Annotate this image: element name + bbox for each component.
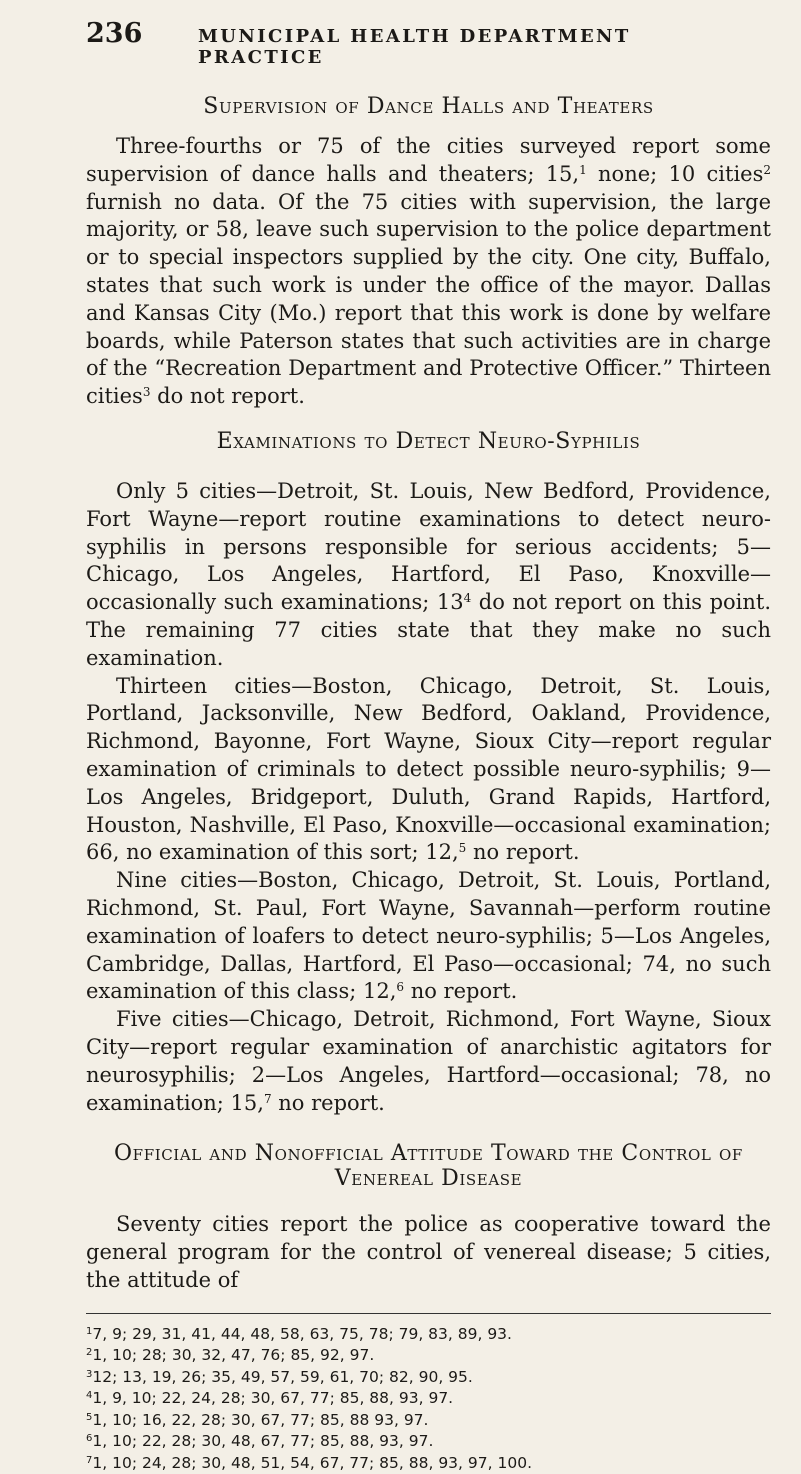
footnote-ref: 4 [463, 591, 472, 606]
footnote-ref: 2 [763, 162, 771, 177]
footnote: $^3$12; 13, 19, 26; 35, 49, 57, 59, 61, 70; 82, 90, 95. [86, 1367, 473, 1386]
paragraph: Five cities—Chicago, Detroit, Richmond, Fort Wayne, Sioux City—report regular examination of anarchistic agitators for neurosyphilis; 2—Los Angeles, Hartford—occasional; 78, no examination; 15,$^7$ no report. [86, 1007, 771, 1115]
footnote: $^1$7, 9; 29, 31, 41, 44, 48, 58, 63, 75, 78; 79, 83, 89, 93. [86, 1324, 512, 1343]
running-head [86, 18, 765, 68]
paragraph: Seventy cities report the police as cooperative toward the general program for the control of venereal disease; 5 cities, the attitude of [86, 1212, 771, 1292]
section-heading-supervision: Supervision of Dance Halls and Theaters [203, 94, 654, 119]
paragraph: Nine cities—Boston, Chicago, Detroit, St. Louis, Portland, Richmond, St. Paul, Fort Wayne, Savannah—perform routine examination of loafers to detect neuro-syphilis; 5—Los Angeles, Cambridge, Dallas, Hartford, El Paso—occasional; 74, no such examination of this class; 12,$^6$ no report. [86, 868, 771, 1004]
section-heading-attitude: Official and Nonofficial Attitude Toward the Control of Venereal Disease [114, 1141, 743, 1192]
footnote: $^7$1, 10; 24, 28; 30, 48, 51, 54, 67, 77; 85, 88, 93, 97, 100. [86, 1453, 532, 1472]
footnote-ref: 6 [396, 980, 405, 995]
paragraph: Thirteen cities—Boston, Chicago, Detroit, St. Louis, Portland, Jacksonville, New Bedford, Oakland, Providence, Richmond, Bayonne, Fort Wayne, Sioux City—report regular examination of criminals to detect possible neuro-syphilis; 9—Los Angeles, Bridgeport, Duluth, Grand Rapids, Hartford, Houston, Nashville, El Paso, Knoxville—occasional examination; 66, no examination of this sort; 12,$^5$ no report. [86, 673, 771, 865]
footnote: $^4$1, 9, 10; 22, 24, 28; 30, 67, 77; 85, 88, 93, 97. [86, 1389, 454, 1408]
paragraph: Only 5 cities—Detroit, St. Louis, New Bedford, Providence, Fort Wayne—report routine examinations to detect neuro-syphilis in persons responsible for serious accidents; 5—Chicago, Los Angeles, Hartford, El Paso, Knoxville—occasionally such examinations; $13^4$ do not report on this point. The remaining 77 cities state that they make no such examination. [86, 478, 772, 670]
page-body [86, 72, 771, 1474]
page-number: 236 [86, 18, 143, 49]
footnote-ref: 7 [263, 1091, 272, 1106]
footnote-ref: 3 [142, 385, 151, 400]
paragraph: Three-fourths or 75 of the cities surveyed report some supervision of dance halls and theaters; 15,$^1$ none; 10 cities$^2$ furnish no data. Of the 75 cities with supervision, the large majority, or 58, leave such supervision to the police department or to special inspectors supplied by the city. One city, Buffalo, states that such work is under the office of the mayor. Dallas and Kansas City (Mo.) report that this work is done by welfare boards, while Paterson states that such activities are in charge of the “Recreation Department and Protective Officer.” Thirteen cities$^3$ do not report. [86, 134, 771, 409]
footnotes [86, 1324, 771, 1474]
footnote-divider [86, 1313, 771, 1314]
footnote: $^2$1, 10; 28; 30, 32, 47, 76; 85, 92, 97. [86, 1346, 375, 1365]
running-title: MUNICIPAL HEALTH DEPARTMENT PRACTICE [197, 26, 631, 68]
footnote: $^6$1, 10; 22, 28; 30, 48, 67, 77; 85, 88, 93, 97. [86, 1432, 434, 1451]
footnote-ref: 1 [579, 162, 587, 177]
footnote: $^5$1, 10; 16, 22, 28; 30, 67, 77; 85, 88 93, 97. [86, 1410, 429, 1429]
footnote-ref: 5 [458, 841, 467, 856]
section-heading-examinations: Examinations to Detect Neuro-Syphilis [216, 428, 641, 454]
